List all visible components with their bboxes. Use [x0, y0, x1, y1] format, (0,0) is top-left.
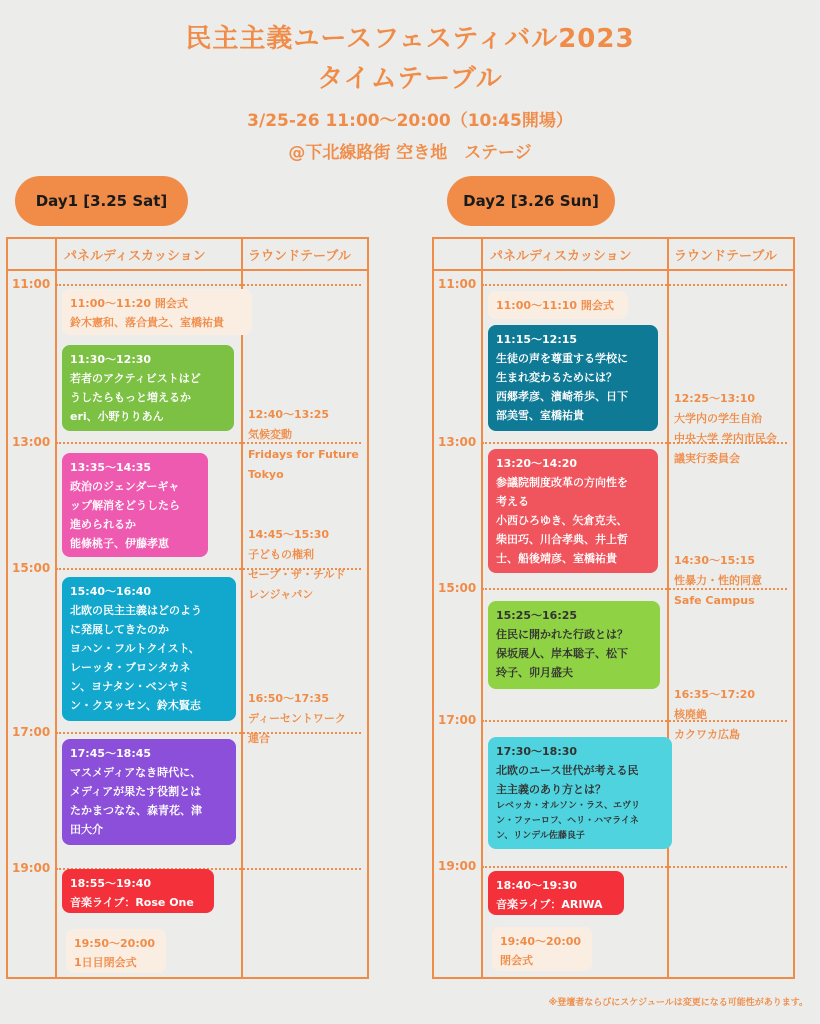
roundtable-topic: 子どもの権利	[248, 548, 314, 561]
session-title: 若者のアクティビストはど	[70, 372, 201, 385]
roundtable-item	[674, 389, 777, 469]
session-card	[62, 869, 214, 913]
session-time: 13:35〜14:35	[70, 461, 152, 474]
session-title: 1日目閉会式	[74, 956, 137, 969]
session-card	[62, 453, 208, 557]
time-label: 13:00	[438, 435, 477, 449]
session-card	[62, 739, 236, 845]
session-title: 進められるか	[70, 518, 136, 531]
session-speakers: 田大介	[70, 823, 103, 836]
session-title: 生まれ変わるためには？	[496, 371, 617, 384]
session-card	[488, 601, 660, 689]
session-closing	[492, 927, 592, 971]
session-speakers: 鈴木憲和、落合貴之、室橋祐貴	[70, 316, 224, 329]
session-title: 閉会式	[500, 954, 533, 967]
session-title: 音楽ライブ：Rose One	[70, 896, 194, 909]
session-title: 北欧の民主主義はどのよう	[70, 604, 202, 617]
roundtable-item	[248, 689, 346, 749]
session-title: 生徒の声を尊重する学校に	[496, 352, 628, 365]
roundtable-topic: 核廃絶	[674, 708, 707, 721]
time-label: 19:00	[12, 861, 51, 875]
roundtable-column-header: ラウンドテーブル	[674, 249, 777, 264]
time-label: 11:00	[438, 277, 477, 291]
roundtable-org: Safe Campus	[674, 594, 755, 607]
session-speakers: たかまつなな、森青花、津	[70, 804, 202, 817]
time-label: 15:00	[438, 581, 477, 595]
session-opening	[488, 291, 628, 319]
session-speakers: 士、船後靖彦、室橋祐貴	[496, 552, 617, 565]
session-time: 13:20〜14:20	[496, 457, 578, 470]
session-title: 政治のジェンダーギャ	[70, 480, 180, 493]
day2-label: Day2 [3.26 Sun]	[447, 176, 615, 226]
session-speakers: 能條桃子、伊藤孝恵	[70, 537, 169, 550]
roundtable-topic: 性暴力・性的同意	[674, 574, 762, 587]
session-title: 参議院制度改革の方向性を	[496, 476, 628, 489]
session-time: 19:50〜20:00	[74, 937, 156, 950]
session-card	[488, 449, 658, 573]
session-title: 音楽ライブ：ARIWA	[496, 898, 603, 911]
session-title: に発展してきたのか	[70, 623, 169, 636]
session-time: 11:00〜11:10 開会式	[496, 299, 614, 312]
roundtable-topic: 大学内の学生自治	[674, 412, 762, 425]
session-speakers: ン・ファーロフ、ヘリ・ハマライネ	[496, 816, 639, 826]
session-speakers: 小西ひろゆき、矢倉克夫、	[496, 514, 628, 527]
session-time: 11:00〜11:20 開会式	[70, 297, 188, 310]
roundtable-time: 12:40〜13:25	[248, 408, 330, 421]
session-time: 18:40〜19:30	[496, 879, 578, 892]
session-time: 11:30〜12:30	[70, 353, 152, 366]
roundtable-time: 14:30〜15:15	[674, 554, 756, 567]
roundtable-org: セーブ・ザ・チルド	[248, 568, 346, 581]
session-time: 19:40〜20:00	[500, 935, 582, 948]
time-label: 11:00	[12, 277, 51, 291]
session-speakers: 保坂展人、岸本聡子、松下	[496, 647, 628, 660]
session-opening	[62, 289, 252, 335]
roundtable-time: 16:35〜17:20	[674, 688, 756, 701]
session-time: 15:25〜16:25	[496, 609, 578, 622]
roundtable-item	[674, 685, 755, 745]
session-closing	[66, 929, 166, 973]
roundtable-org: 議実行委員会	[674, 452, 740, 465]
session-speakers: eri、小野りりあん	[70, 410, 164, 423]
day1-timetable	[6, 237, 369, 979]
session-time: 15:40〜16:40	[70, 585, 152, 598]
roundtable-time: 12:25〜13:10	[674, 392, 756, 405]
session-title: うしたらもっと増えるか	[70, 391, 191, 404]
roundtable-org: Fridays for Future	[248, 448, 359, 461]
page-title: 民主主義ユースフェスティバル2023	[185, 24, 635, 54]
session-title: 考える	[496, 495, 529, 508]
event-venue: @下北線路街 空き地 ステージ	[288, 143, 532, 163]
roundtable-time: 16:50〜17:35	[248, 692, 330, 705]
session-time: 18:55〜19:40	[70, 877, 152, 890]
panel-column-header: パネルディスカッション	[490, 249, 632, 264]
roundtable-item	[248, 405, 359, 485]
roundtable-org: Tokyo	[248, 468, 284, 481]
time-label: 13:00	[12, 435, 51, 449]
time-label: 17:00	[438, 713, 477, 727]
session-title: 主主義のあり方とは？	[496, 783, 606, 796]
session-speakers: 部美雪、室橋祐貴	[496, 409, 584, 422]
time-label: 19:00	[438, 859, 477, 873]
session-title: 北欧のユース世代が考える民	[496, 764, 639, 777]
session-speakers: 玲子、卯月盛夫	[496, 666, 573, 679]
roundtable-org: 中央大学 学内市民会	[674, 432, 777, 445]
day2-timetable	[432, 237, 795, 979]
roundtable-item	[674, 551, 762, 611]
roundtable-topic: 気候変動	[248, 428, 292, 441]
session-time: 17:45〜18:45	[70, 747, 152, 760]
session-time: 11:15〜12:15	[496, 333, 578, 346]
session-card	[488, 325, 658, 431]
session-speakers: レーッタ・ブロンタカネ	[70, 661, 191, 674]
session-speakers: ヨハン・フルトクイスト、	[70, 642, 200, 655]
session-speakers: レベッカ・オルソン・ラス、エヴリ	[496, 801, 641, 811]
session-card	[62, 345, 234, 431]
roundtable-column-header: ラウンドテーブル	[248, 249, 351, 264]
session-speakers: ン・クヌッセン、鈴木賢志	[70, 699, 201, 712]
session-title: メディアが果たす役割とは	[70, 785, 202, 798]
event-dates: 3/25-26 11:00〜20:00（10:45開場）	[247, 111, 573, 131]
session-title: 住民に開かれた行政とは？	[496, 628, 628, 641]
session-card	[488, 737, 672, 849]
roundtable-time: 14:45〜15:30	[248, 528, 330, 541]
day1-label: Day1 [3.25 Sat]	[15, 176, 188, 226]
session-card	[488, 871, 624, 915]
session-title: マスメディアなき時代に、	[70, 766, 202, 779]
time-label: 15:00	[12, 561, 51, 575]
roundtable-topic: ディーセントワーク	[248, 712, 346, 725]
page-subtitle: タイムテーブル	[317, 64, 503, 94]
roundtable-org: 連合	[248, 732, 270, 745]
session-title: ップ解消をどうしたら	[70, 499, 180, 512]
roundtable-item	[248, 525, 345, 605]
panel-column-header: パネルディスカッション	[64, 249, 206, 264]
session-speakers: ン、ヨナタン・ベンヤミ	[70, 680, 190, 693]
session-speakers: 柴田巧、川合孝典、井上哲	[496, 533, 628, 546]
session-card	[62, 577, 236, 721]
session-time: 17:30〜18:30	[496, 745, 578, 758]
time-label: 17:00	[12, 725, 51, 739]
roundtable-org: カクワカ広島	[674, 728, 740, 741]
session-speakers: 西郷孝彦、濱崎希歩、日下	[496, 390, 628, 403]
roundtable-org: レンジャパン	[248, 588, 314, 601]
session-speakers: ン、リンデル佐藤良子	[496, 831, 585, 841]
footnote: ※登壇者ならびにスケジュールは変更になる可能性があります。	[548, 998, 808, 1008]
